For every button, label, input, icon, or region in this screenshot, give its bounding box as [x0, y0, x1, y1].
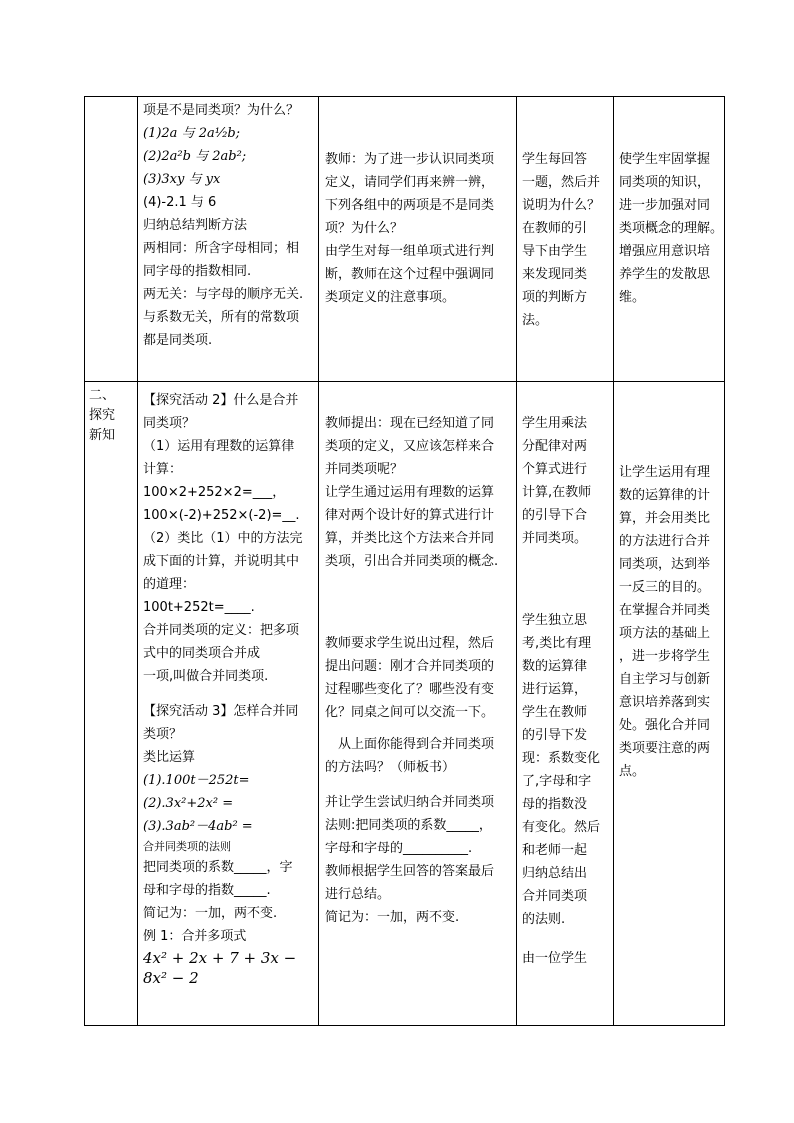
text-line: 增强应用意识培: [619, 244, 711, 259]
text-line: 从上面你能得到合并同类项: [325, 737, 495, 752]
text-line: 把同类项的系数_____，字: [143, 860, 293, 875]
text-line: 算，并会用类比: [619, 511, 711, 526]
text-line: 学生每回答: [522, 152, 588, 167]
table-col-divider-3: [516, 96, 517, 1026]
text-line: 归纳总结出: [522, 866, 588, 881]
row2-col2-cell: [143, 389, 315, 988]
text-line: 合并同类项: [522, 889, 588, 904]
text-line: 100t+252t=____.: [143, 600, 255, 615]
text-line: (2).3x²+2x² =: [143, 796, 234, 811]
text-line: 断，教师在这个过程中强调同: [325, 267, 495, 282]
text-line: 项的判断方: [522, 290, 588, 305]
text-line: 与系数无关，所有的常数项: [143, 310, 300, 325]
row2-col5-cell: [619, 461, 723, 783]
text-line: 学生用乘法: [522, 416, 588, 431]
row1-col4-cell: [522, 148, 612, 332]
table-col-divider-4: [613, 96, 614, 1026]
table-border-right: [724, 96, 725, 1026]
text-line: 项？为什么？: [325, 221, 404, 236]
text-line: 法。: [522, 313, 549, 328]
table-border-top: [84, 96, 725, 97]
text-line: 同类项的知识，: [619, 175, 711, 190]
text-line: 自主学习与创新: [619, 672, 711, 687]
text-line: (3).3ab²－4ab² =: [143, 819, 253, 834]
text-line: 过程哪些变化了？哪些没有变: [325, 682, 495, 697]
text-line: 的道理：: [143, 577, 196, 592]
text-line: 考,类比有理: [522, 636, 592, 651]
text-line: 在教师的引: [522, 221, 588, 236]
text-line: 维。: [619, 290, 646, 305]
text-line: 进一步加强对同: [619, 198, 711, 213]
text-line: 分配律对两: [522, 439, 588, 454]
text-line: 定义，请同学们再来辨一辨，: [325, 175, 495, 190]
section-label: 探究: [89, 408, 116, 423]
text-line: 让学生运用有理: [619, 465, 711, 480]
text-line: 和老师一起: [522, 843, 588, 858]
text-line: 提出问题：刚才合并同类项的: [325, 659, 495, 674]
text-line: 的法则.: [522, 912, 566, 927]
text-line: 一项,叫做合并同类项.: [143, 669, 269, 684]
text-line: 进行运算，: [522, 682, 588, 697]
text-line: 来发现同类: [522, 267, 588, 282]
text-line: (1)2a 与 2a¹⁄₂b;: [143, 126, 241, 141]
text-line: 简记为：一加，两不变.: [325, 910, 460, 925]
text-line: (3)3xy 与 yx: [143, 172, 221, 187]
text-line: （2）类比（1）中的方法完: [143, 531, 303, 546]
text-line: (1).100t－252t=: [143, 773, 250, 788]
text-line: 一反三的目的。: [619, 580, 711, 595]
text-line: 导下由学生: [522, 244, 588, 259]
text-line: 学生独立思: [522, 613, 588, 628]
text-line: 字母和字母的__________.: [325, 841, 473, 856]
text-line: 母和字母的指数_____.: [143, 883, 271, 898]
spacer: [143, 688, 315, 700]
text-line: 类项定义的注意事项。: [325, 290, 456, 305]
text-line: 100×(-2)+252×(-2)=__.: [143, 508, 300, 523]
text-line: 类项概念的理解。: [619, 221, 724, 236]
text-line: 并同类项呢？: [325, 462, 404, 477]
text-line: 了,字母和字: [522, 774, 592, 789]
section-label: 新知: [89, 428, 116, 443]
table-col-divider-1: [137, 96, 138, 1026]
text-line: 由一位学生: [522, 951, 588, 966]
text-line: 同类项？: [143, 416, 196, 431]
text-line: 数的运算律的计: [619, 488, 711, 503]
text-line: 有变化。然后: [522, 820, 601, 835]
text-line: 例 1：合并多项式: [143, 929, 247, 944]
spacer: [325, 573, 513, 632]
section-label: 二、: [89, 388, 116, 403]
text-line: 【探究活动 2】什么是合并: [143, 393, 299, 408]
spacer: [325, 724, 513, 733]
text-line: 类项要注意的两: [619, 741, 711, 756]
text-line: 养学生的发散思: [619, 267, 711, 282]
text-line: 归纳总结判断方法: [143, 218, 248, 233]
text-line: 两无关：与字母的顺序无关.: [143, 287, 304, 302]
text-line: 式中的同类项合并成: [143, 646, 261, 661]
text-line: 教师提出：现在已经知道了同: [325, 416, 495, 431]
text-line: 数的运算律: [522, 659, 588, 674]
row1-col5-cell: [619, 148, 723, 309]
text-line: 让学生通过运用有理数的运算: [325, 485, 495, 500]
text-line: 教师要求学生说出过程，然后: [325, 636, 495, 651]
text-line: 进行总结。: [325, 887, 391, 902]
text-line: 类比运算: [143, 750, 196, 765]
text-line: 类项？: [143, 727, 183, 742]
text-line: 一题，然后并: [522, 175, 601, 190]
row2-col3-cell: [325, 412, 513, 929]
text-line: 计算,在教师: [522, 485, 592, 500]
text-line: （1）运用有理数的运算律: [143, 439, 295, 454]
text-line: (2)2a²b 与 2ab²;: [143, 149, 247, 164]
text-line: 学生在教师: [522, 705, 588, 720]
text-line: 教师：为了进一步认识同类项: [325, 152, 495, 167]
text-line: 在掌握合并同类: [619, 603, 711, 618]
table-border-left: [84, 96, 85, 1026]
text-line: 法则:把同类项的系数_____，: [325, 818, 492, 833]
text-line: 同类项，达到举: [619, 557, 711, 572]
spacer: [522, 550, 612, 609]
text-line: 母的指数没: [522, 797, 588, 812]
text-line: 个算式进行: [522, 462, 588, 477]
text-line: 的引导下合: [522, 508, 588, 523]
text-line: 并让学生尝试归纳合并同类项: [325, 795, 495, 810]
text-line: 【探究活动 3】怎样合并同: [143, 704, 299, 719]
text-line: 的方法进行合并: [619, 534, 711, 549]
text-line: 说明为什么？: [522, 198, 601, 213]
text-line: 下列各组中的两项是不是同类: [325, 198, 495, 213]
text-line: 合并同类项的定义：把多项: [143, 623, 300, 638]
text-line: 同字母的指数相同.: [143, 264, 252, 279]
row2-col4-cell: [522, 412, 612, 970]
text-line: 项方法的基础上: [619, 626, 711, 641]
text-line: (4)-2.1 与 6: [143, 195, 217, 210]
text-line: 处。强化合并同: [619, 718, 711, 733]
text-line: 律对两个设计好的算式进行计: [325, 508, 495, 523]
table-row-divider: [84, 381, 725, 382]
text-line: ，进一步将学生: [619, 649, 711, 664]
spacer: [325, 779, 513, 791]
table-col-divider-2: [318, 96, 319, 1026]
text-line: 项是不是同类项？为什么？: [143, 103, 300, 118]
text-line: 都是同类项.: [143, 333, 213, 348]
text-line: 教师根据学生回答的答案最后: [325, 864, 495, 879]
text-line: 成下面的计算，并说明其中: [143, 554, 300, 569]
table-border-bottom: [84, 1025, 725, 1026]
text-line: 计算：: [143, 462, 183, 477]
spacer: [522, 931, 612, 947]
text-line: 并同类项。: [522, 531, 588, 546]
text-line: 100×2+252×2=___，: [143, 485, 286, 500]
text-line: 类项，引出合并同类项的概念.: [325, 554, 499, 569]
row2-col1-cell: [89, 386, 135, 446]
text-line: 的引导下发: [522, 728, 588, 743]
text-line: 的方法吗？（师板书）: [325, 760, 456, 775]
text-line: 类项的定义，又应该怎样来合: [325, 439, 495, 454]
text-line: 点。: [619, 764, 646, 779]
text-line: 简记为：一加，两不变.: [143, 906, 278, 921]
text-line: 算，并类比这个方法来合并同: [325, 531, 495, 546]
text-line: 化？同桌之间可以交流一下。: [325, 705, 495, 720]
text-line: 由学生对每一组单项式进行判: [325, 244, 495, 259]
text-line: 两相同：所含字母相同；相: [143, 241, 300, 256]
text-line: 合并同类项的法则: [143, 840, 231, 853]
text-line: 意识培养落到实: [619, 695, 711, 710]
text-line: 使学生牢固掌握: [619, 152, 711, 167]
row1-col3-cell: [325, 148, 513, 309]
math-expression: 4x² + 2x + 7 + 3x − 8x² − 2: [143, 949, 297, 987]
row1-col2-cell: [143, 99, 315, 352]
text-line: 现：系数变化: [522, 751, 601, 766]
